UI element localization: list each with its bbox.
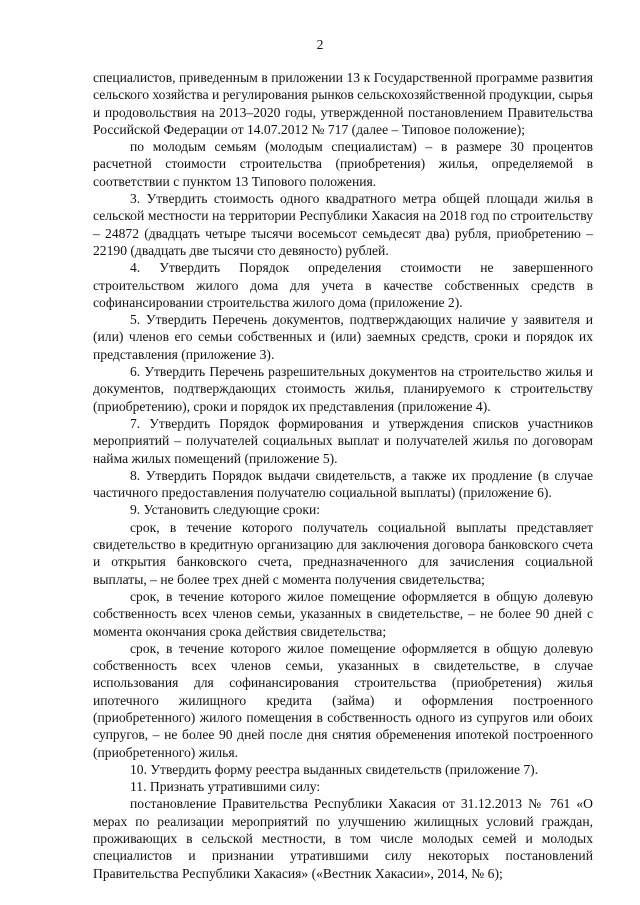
paragraph-deadline-1: срок, в течение которого получатель социальной выплаты представляет свидетельство в кредитную организацию для заключения договора банковского счета и открытия банковского счета, предназначенного для зачисления социальной выплаты, – не более трех дней с момента получения свидетельства; [93,519,593,587]
paragraph-item-6: 6. Утвердить Перечень разрешительных документов на строительство жилья и документов, подтверждающих стоимость жилья, планируемого к строительству (приобретению), сроки и порядок их представления (приложение 4). [93,364,593,414]
paragraph-intro-continuation: специалистов, приведенным в приложении 13 к Государственной программе развития сельского хозяйства и регулирования рынков сельскохозяйственной продукции, сырья и продовольствия на 2013–2020 годы, утвержденной постановлением Правительства Российской Федерации от 14.07.2012 № 717 (далее – Типовое положение); [93,70,593,137]
document-body [93,69,593,882]
paragraph-item-4: 4. Утвердить Порядок определения стоимости не завершенного строительством жилого дома для учета в качестве собственных средств в софинансировании строительства жилого дома (приложение 2). [93,260,593,310]
paragraph-item-7: 7. Утвердить Порядок формирования и утверждения списков участников мероприятий – получателей социальных выплат и получателей жилья по договорам найма жилых помещений (приложение 5). [93,415,593,466]
paragraph-item-11: 11. Признать утратившими силу: [130,779,321,795]
paragraph-repealed-resolution: постановление Правительства Республики Хакасия от 31.12.2013 № 761 «О мерах по реализации мероприятий по улучшению жилищных условий граждан, проживающих в сельской местности, в том числе молодых семей и молодых специалистов и признании утратившими силу некоторых постановлений Правительства Республики Хакасия» («Вестник Хакасии», 2014, № 6); [93,796,593,881]
paragraph-item-5: 5. Утвердить Перечень документов, подтверждающих наличие у заявителя и (или) членов его семьи собственных и (или) заемных средств, сроки и порядок их представления (приложение 3). [93,312,593,362]
paragraph-item-3: 3. Утвердить стоимость одного квадратного метра общей площади жилья в сельской местности на территории Республики Хакасия на 2018 год по строительству – 24872 (двадцать четыре тысячи восемьсот семьдесят два) рубля, приобретению – 22190 (двадцать две тысячи сто девяносто) рублей. [93,191,593,258]
paragraph-item-8: 8. Утвердить Порядок выдачи свидетельств, а также их продление (в случае частичного предоставления получателю социальной выплаты) (приложение 6). [93,467,593,501]
page-number: 2 [316,37,324,52]
paragraph-item-10: 10. Утвердить форму реестра выданных свидетельств (приложение 7). [130,761,539,777]
paragraph-deadline-2: срок, в течение которого жилое помещение оформляется в общую долевую собственность всех членов семьи, указанных в свидетельстве, – не более 90 дней с момента окончания срока действия свидетельства; [93,588,593,639]
paragraph-young-families: по молодым семьям (молодым специалистам) – в размере 30 процентов расчетной стоимости строительства (приобретения) жилья, определяемой в соответствии с пунктом 13 Типового положения. [93,139,593,189]
paragraph-item-9: 9. Установить следующие сроки: [130,502,321,518]
paragraph-deadline-3: срок, в течение которого жилое помещение оформляется в общую долевую собственность всех членов семьи, указанных в свидетельстве, в случае использования для софинансирования строительства (приобретения) жилья ипотечного жилищного кредита (займа) и оформления построенного (приобретенного) жилого помещения в собственность одного из супругов или обоих супругов, – не более 90 дней после дня снятия обременения ипотекой построенного (приобретенного) жилья. [93,640,593,760]
